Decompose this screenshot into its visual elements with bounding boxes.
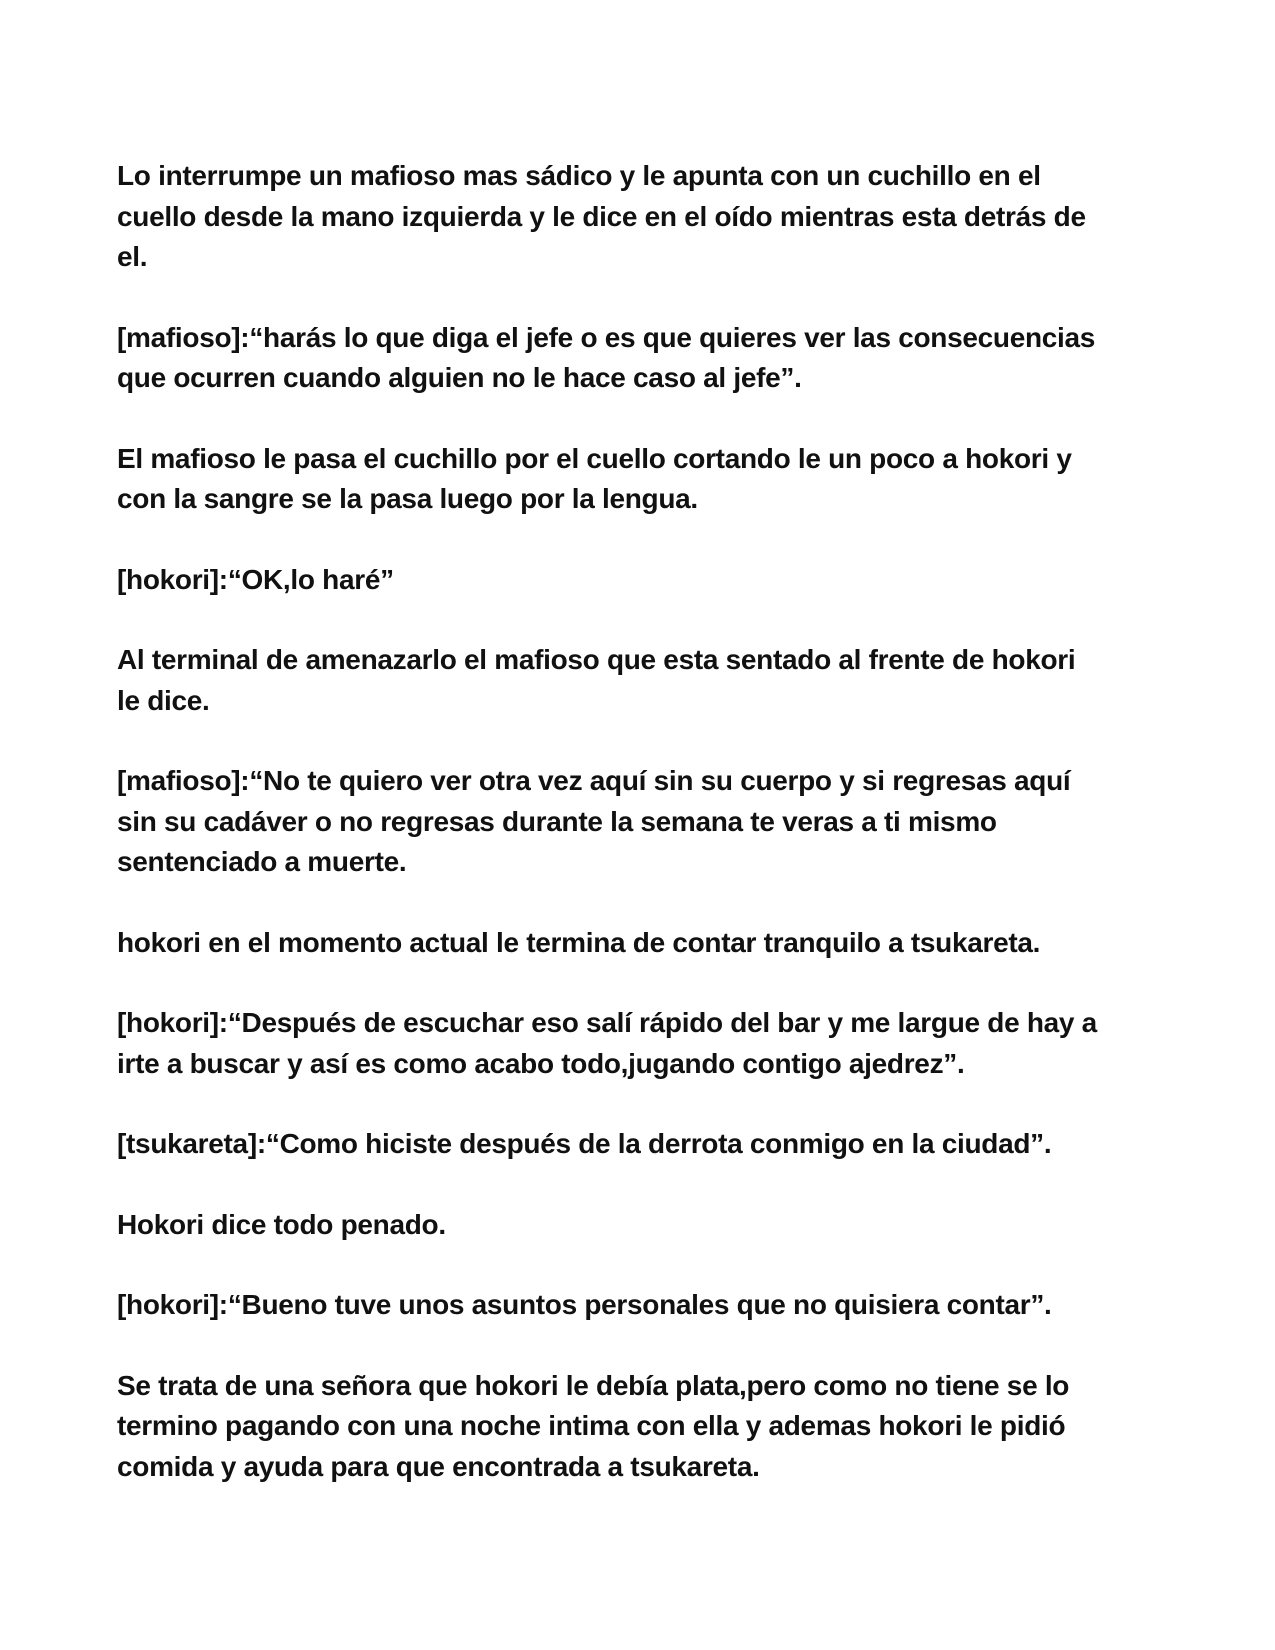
document-body	[117, 156, 1157, 1527]
narration-paragraph: El mafioso le pasa el cuchillo por el cuello cortando le un poco a hokori y con la sangre se la pasa luego por la lengua.	[117, 442, 1072, 514]
narration-paragraph: Al terminal de amenazarlo el mafioso que esta sentado al frente de hokori le dice.	[117, 644, 1076, 716]
narration-paragraph: Hokori dice todo penado.	[117, 1208, 446, 1240]
dialogue-paragraph: [mafioso]:“harás lo que diga el jefe o es que quieres ver las consecuencias que ocurren cuando alguien no le hace caso al jefe”.	[117, 321, 1096, 393]
dialogue-paragraph: [hokori]:“OK,lo haré”	[117, 563, 394, 595]
narration-paragraph: hokori en el momento actual le termina de contar tranquilo a tsukareta.	[117, 926, 1041, 958]
narration-paragraph: Lo interrumpe un mafioso mas sádico y le apunta con un cuchillo en el cuello desde la mano izquierda y le dice en el oído mientras esta detrás de el.	[117, 160, 1086, 272]
narration-paragraph: Se trata de una señora que hokori le debía plata,pero como no tiene se lo termino pagando con una noche intima con ella y ademas hokori le pidió comida y ayuda para que encontrada a tsukareta.	[117, 1369, 1070, 1482]
dialogue-paragraph: [hokori]:“Bueno tuve unos asuntos personales que no quisiera contar”.	[117, 1289, 1052, 1320]
dialogue-paragraph: [tsukareta]:“Como hiciste después de la derrota conmigo en la ciudad”.	[117, 1128, 1052, 1159]
dialogue-paragraph: [hokori]:“Después de escuchar eso salí rápido del bar y me largue de hay a irte a buscar y así es como acabo todo,jugando contigo ajedrez”.	[117, 1007, 1097, 1079]
dialogue-paragraph: [mafioso]:“No te quiero ver otra vez aquí sin su cuerpo y si regresas aquí sin su cadáver o no regresas durante la semana te veras a ti mismo sentenciado a muerte.	[117, 765, 1071, 877]
